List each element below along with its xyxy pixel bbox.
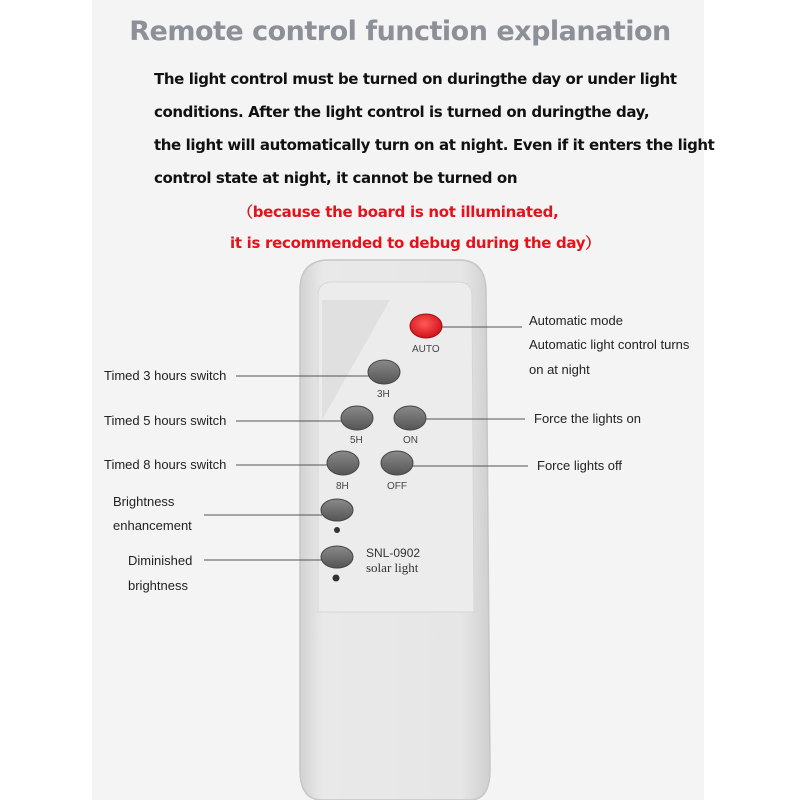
annotation-force-off: Force lights off bbox=[537, 458, 623, 473]
annotation-timed-3: Timed 3 hours switch bbox=[104, 368, 227, 383]
remote-product: solar light bbox=[366, 560, 419, 575]
off-button bbox=[381, 451, 413, 475]
annotation-timed-5: Timed 5 hours switch bbox=[104, 413, 227, 428]
brightness-up-button bbox=[321, 499, 353, 521]
note-line-1: （because the board is not illuminated, bbox=[238, 203, 559, 221]
description-line-4: control state at night, it cannot be turned on bbox=[154, 169, 518, 187]
auto-button bbox=[410, 314, 442, 338]
8h-button-label: 8H bbox=[336, 481, 349, 492]
annotation-automatic-light-control-2: on at night bbox=[529, 362, 590, 377]
brightness-down-button bbox=[321, 546, 353, 568]
annotation-timed-8: Timed 8 hours switch bbox=[104, 457, 227, 472]
auto-button-label: AUTO bbox=[412, 344, 440, 355]
description-line-3: the light will automatically turn on at night. Even if it enters the light bbox=[154, 136, 715, 154]
brightness-down-icon bbox=[333, 575, 340, 582]
3h-button bbox=[368, 360, 400, 384]
annotation-automatic-mode: Automatic mode bbox=[529, 313, 623, 328]
5h-button bbox=[341, 406, 373, 430]
annotation-brightness-down-1: Diminished bbox=[128, 553, 193, 568]
annotation-brightness-up-1: Brightness bbox=[113, 494, 175, 509]
3h-button-label: 3H bbox=[377, 389, 390, 400]
annotation-brightness-down-2: brightness bbox=[128, 578, 188, 593]
brightness-up-icon bbox=[334, 527, 340, 533]
annotation-force-on: Force the lights on bbox=[534, 411, 641, 426]
note-line-2: it is recommended to debug during the day） bbox=[230, 234, 600, 252]
annotation-automatic-light-control-1: Automatic light control turns bbox=[529, 337, 690, 352]
description-line-1: The light control must be turned on duringthe day or under light bbox=[154, 70, 677, 88]
description-line-2: conditions. After the light control is turned on duringthe day, bbox=[154, 103, 650, 121]
on-button bbox=[394, 406, 426, 430]
remote-model: SNL-0902 bbox=[366, 546, 421, 560]
page-title: Remote control function explanation bbox=[129, 16, 671, 47]
on-button-label: ON bbox=[403, 435, 418, 446]
5h-button-label: 5H bbox=[350, 435, 363, 446]
off-button-label: OFF bbox=[387, 481, 407, 492]
annotation-brightness-up-2: enhancement bbox=[113, 518, 192, 533]
8h-button bbox=[327, 451, 359, 475]
